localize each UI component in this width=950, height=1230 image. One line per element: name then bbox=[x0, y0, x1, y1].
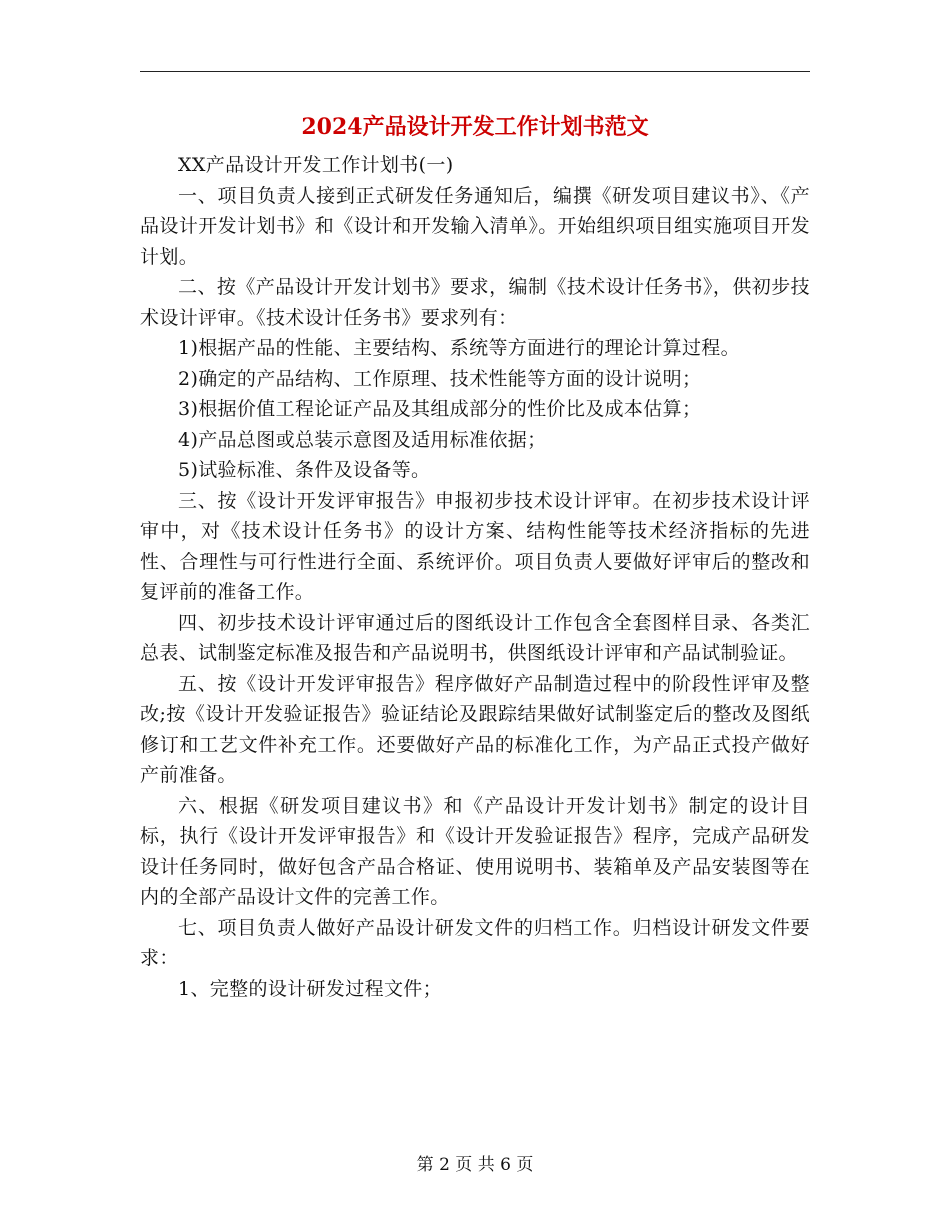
paragraph-item-3: 三、按《设计开发评审报告》申报初步技术设计评审。在初步技术设计评审中，对《技术设计任务书》的设计方案、结构性能等技术经济指标的先进性、合理性与可行性进行全面、系统评价。项目负责人要做好评审后的整改和复评前的准备工作。 bbox=[140, 489, 810, 603]
paragraph-item-7: 七、项目负责人做好产品设计研发文件的归档工作。归档设计研发文件要求： bbox=[140, 916, 810, 969]
paragraph-item-4: 四、初步技术设计评审通过后的图纸设计工作包含全套图样目录、各类汇总表、试制鉴定标准及报告和产品说明书，供图纸设计评审和产品试制验证。 bbox=[140, 611, 810, 664]
list-item-5: 5)试验标准、条件及设备等。 bbox=[178, 459, 431, 481]
archive-list-item-1: 1、完整的设计研发过程文件； bbox=[178, 977, 442, 1000]
header-rule bbox=[140, 71, 810, 72]
paragraph-item-5: 五、按《设计开发评审报告》程序做好产品制造过程中的阶段性评审及整改;按《设计开发验证报告》验证结论及跟踪结果做好试制鉴定后的整改及图纸修订和工艺文件补充工作。还要做好产品的标准化工作，为产品正式投产做好产前准备。 bbox=[140, 672, 810, 786]
list-item-3: 3)根据价值工程论证产品及其组成部分的性价比及成本估算； bbox=[178, 398, 702, 420]
paragraph-item-2: 二、按《产品设计开发计划书》要求，编制《技术设计任务书》，供初步技术设计评审。《技术设计任务书》要求列有： bbox=[140, 276, 810, 329]
paragraph-item-6: 六、根据《研发项目建议书》和《产品设计开发计划书》制定的设计目标，执行《设计开发评审报告》和《设计开发验证报告》程序，完成产品研发设计任务同时，做好包含产品合格证、使用说明书、装箱单及产品安装图等在内的全部产品设计文件的完善工作。 bbox=[140, 794, 810, 908]
list-item-1: 1)根据产品的性能、主要结构、系统等方面进行的理论计算过程。 bbox=[178, 337, 741, 359]
page-number-footer: 第 2 页 共 6 页 bbox=[416, 1155, 534, 1175]
list-item-4: 4)产品总图或总装示意图及适用标准依据； bbox=[178, 428, 547, 451]
paragraph-item-1: 一、项目负责人接到正式研发任务通知后，编撰《研发项目建议书》、《产品设计开发计划书》和《设计和开发输入清单》。开始组织项目组实施项目开发计划。 bbox=[140, 184, 810, 268]
paragraph-subtitle: XX产品设计开发工作计划书(一) bbox=[178, 154, 454, 176]
document-title: 2024产品设计开发工作计划书范文 bbox=[301, 114, 649, 140]
document-body bbox=[140, 150, 810, 1004]
list-item-2: 2)确定的产品结构、工作原理、技术性能等方面的设计说明； bbox=[178, 367, 702, 390]
